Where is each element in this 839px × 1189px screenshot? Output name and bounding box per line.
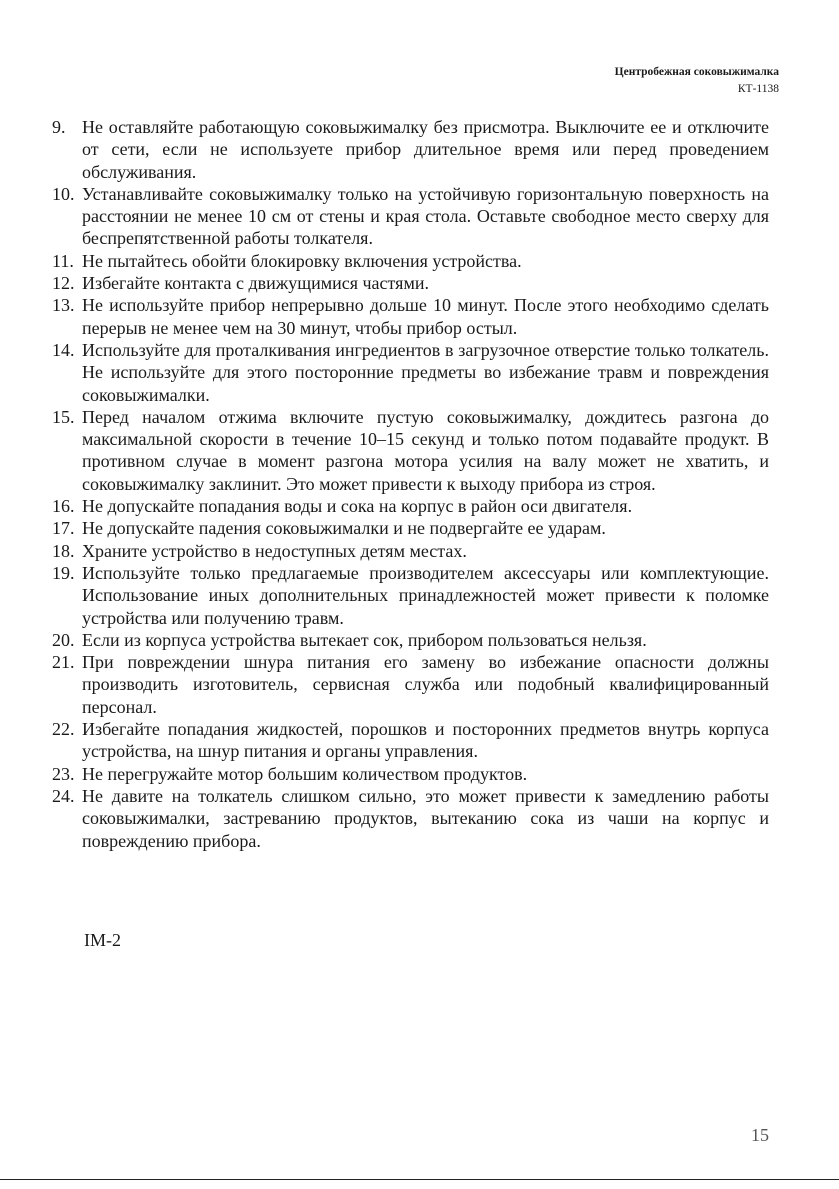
- instruction-item: [52, 294, 769, 339]
- instruction-text: Используйте для проталкивания ингредиентов в загрузочное отверстие только толкатель. Не используйте для этого посторонние предметы во избежание травм и повреждения соковыжималки.: [82, 339, 769, 405]
- instruction-number: 9.: [52, 117, 66, 137]
- safety-instructions-list: [52, 116, 769, 852]
- instruction-number: 21.: [52, 652, 75, 673]
- page-header: [615, 64, 779, 98]
- page-number: 15: [751, 1125, 769, 1145]
- instruction-text: Используйте только предлагаемые производителем аксессуары или комплектующие. Использование иных дополнительных принадлежностей может привести к поломке устройства или получению травм.: [82, 562, 769, 628]
- model-number: КТ-1138: [737, 83, 779, 95]
- instruction-text: При повреждении шнура питания его замену во избежание опасности должны производить изготовитель, сервисная служба или подобный квалифицированный персонал.: [82, 652, 769, 717]
- instruction-item: [52, 339, 769, 406]
- instruction-text: Не допускайте попадания воды и сока на корпус в район оси двигателя.: [82, 496, 633, 517]
- instruction-item: [52, 272, 769, 294]
- instruction-text: Не перегружайте мотор большим количеством продуктов.: [82, 763, 528, 784]
- instruction-item: [52, 763, 769, 785]
- instruction-item: [52, 183, 769, 250]
- instruction-text: Не оставляйте работающую соковыжималку без присмотра. Выключите ее и отключите от сети, если не используете прибор длительное время или перед проведением обслуживания.: [82, 117, 769, 182]
- instruction-text: Храните устройство в недоступных детям местах.: [82, 540, 467, 561]
- instruction-item: [52, 540, 769, 562]
- instruction-number: 11.: [52, 250, 74, 271]
- instruction-number: 23.: [52, 763, 75, 784]
- instruction-item: [52, 562, 769, 629]
- instruction-text: Устанавливайте соковыжималку только на устойчивую горизонтальную поверхность на расстоянии не менее 10 см от стены и края стола. Оставьте свободное место сверху для беспрепятственной работы толкателя.: [82, 183, 769, 249]
- instruction-text: Если из корпуса устройства вытекает сок, прибором пользоваться нельзя.: [82, 629, 647, 650]
- instruction-text: Перед началом отжима включите пустую соковыжималку, дождитесь разгона до максимальной скорости в течение 10–15 секунд и только потом подавайте продукт. В противном случае в момент разгона мотора усилия на валу может не хватить, и соковыжималку заклинит. Это может привести к выходу прибора из строя.: [82, 406, 769, 494]
- instruction-item: [52, 718, 769, 763]
- instruction-number: 19.: [52, 562, 75, 583]
- instruction-number: 10.: [52, 183, 75, 204]
- instruction-number: 24.: [52, 785, 75, 806]
- instruction-number: 20.: [52, 629, 75, 650]
- instruction-item: [52, 406, 769, 495]
- instruction-number: 17.: [52, 518, 75, 539]
- instruction-number: 14.: [52, 339, 75, 360]
- instruction-text: Не пытайтесь обойти блокировку включения устройства.: [82, 250, 522, 271]
- instruction-number: 16.: [52, 496, 75, 517]
- instruction-text: Не используйте прибор непрерывно дольше 10 минут. После этого необходимо сделать перерыв не менее чем на 30 минут, чтобы прибор остыл.: [82, 295, 769, 338]
- product-name: Центробежная соковыжималка: [614, 66, 779, 78]
- instruction-text: Избегайте контакта с движущимися частями.: [82, 273, 429, 294]
- instruction-text: Избегайте попадания жидкостей, порошков и посторонних предметов внутрь корпуса устройства, на шнур питания и органы управления.: [82, 719, 769, 762]
- instruction-number: 13.: [52, 295, 75, 316]
- instruction-item: [52, 495, 769, 517]
- instruction-item: [52, 629, 769, 651]
- instruction-number: 15.: [52, 406, 75, 427]
- instruction-item: [52, 116, 769, 183]
- instruction-number: 18.: [52, 540, 75, 561]
- instruction-item: [52, 250, 769, 272]
- instruction-text: Не допускайте падения соковыжималки и не подвергайте ее ударам.: [82, 518, 606, 539]
- bottom-rule: [0, 1179, 839, 1180]
- instruction-item: [52, 651, 769, 718]
- instruction-number: 22.: [52, 719, 75, 740]
- instruction-text: Не давите на толкатель слишком сильно, это может привести к замедлению работы соковыжималки, застреванию продуктов, вытеканию сока из чаши на корпус и повреждению прибора.: [82, 785, 769, 851]
- instruction-item: [52, 517, 769, 539]
- instruction-item: [52, 785, 769, 852]
- im-code: IM-2: [84, 930, 121, 950]
- instruction-number: 12.: [52, 273, 75, 294]
